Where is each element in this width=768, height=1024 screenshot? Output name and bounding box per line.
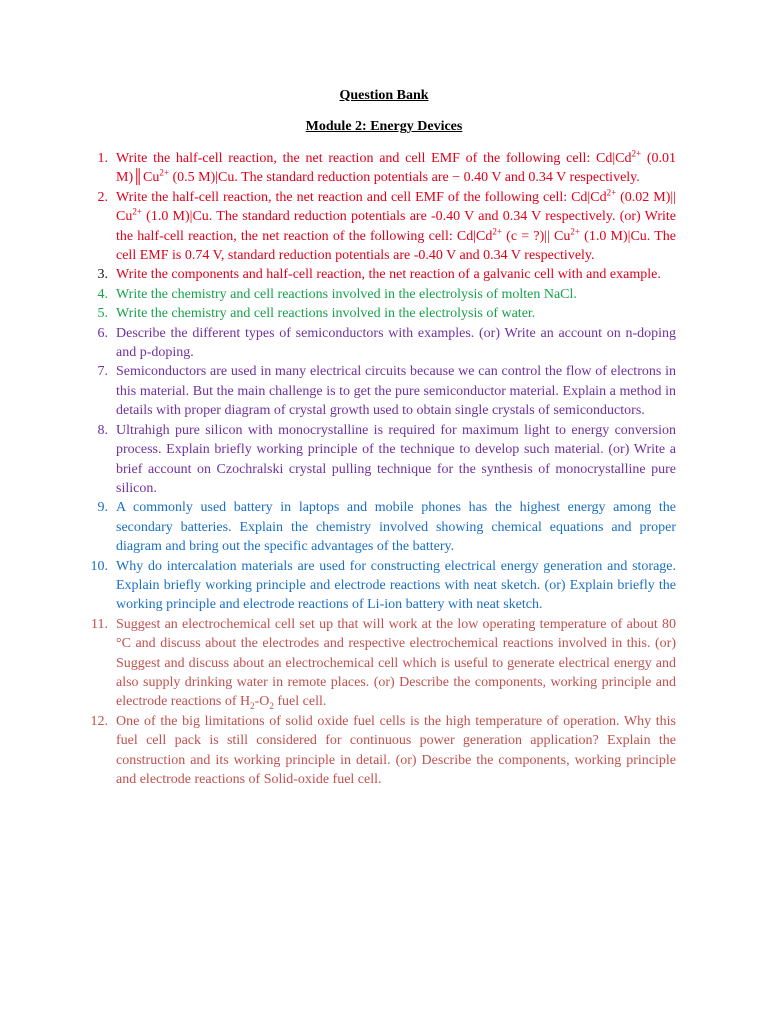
document-title: Question Bank xyxy=(339,88,429,103)
list-item xyxy=(84,188,676,266)
question-number: 3. xyxy=(97,267,108,283)
list-item xyxy=(84,362,676,420)
question-text: Write the half-cell reaction, the net reaction and cell EMF of the following cell: $Cd|Cd^{2+}$ (0.01 $M)║Cu^{2+}$ (0.5 M)|Cu. The standard reduction potentials are − 0.40 V and 0.34 V respectively. xyxy=(116,148,676,186)
question-text: Write the half-cell reaction, the net reaction and cell EMF of the following cell: $Cd|Cd^{2+}$ (0.02 M)|| $Cu^{2+}$ (1.0 M)|Cu. The standard reduction potentials are -0.40 V and 0.34 V respectively. (or) Write the half-cell reaction, the net reaction of the following cell: $Cd|Cd^{2+}$ (c = ?)|| $Cu^{2+}$ (1.0 M)|Cu. The cell EMF is 0.74 V, standard reduction potentials are -0.40 V and 0.34 V respectively. xyxy=(116,187,676,264)
list-item xyxy=(84,149,676,188)
question-text: Suggest an electrochemical cell set up that will work at the low operating temperature of about 80 °C and discuss about the electrodes and respective electrochemical reactions involved in this. (or) Suggest and discuss about an electrochemical cell which is useful to generate electrical energy and also supply drinking water in remote places. (or) Describe the components, working principle and electrode reactions of $H_2-O_2$ fuel cell. xyxy=(116,616,676,712)
question-text: One of the big limitations of solid oxide fuel cells is the high temperature of operation. Why this fuel cell pack is still considered for continuous power generation application? Explain the construction and its working principle in detail. (or) Describe the components, working principle and electrode reactions of Solid-oxide fuel cell. xyxy=(116,713,676,787)
question-number: 5. xyxy=(97,306,108,322)
question-number: 1. xyxy=(97,151,108,166)
list-item xyxy=(84,712,676,790)
question-text: Describe the different types of semiconductors with examples. (or) Write an account on n-doping and p-doping. xyxy=(116,325,676,361)
question-number: 8. xyxy=(97,422,108,438)
question-text: A commonly used battery in laptops and mobile phones has the highest energy among the secondary batteries. Explain the chemistry involved showing chemical equations and proper diagram and bring out the specific advantages of the battery. xyxy=(116,500,676,555)
list-item xyxy=(84,557,676,615)
list-item xyxy=(84,615,676,712)
question-number: 4. xyxy=(97,286,108,302)
list-item xyxy=(84,324,676,363)
list-item xyxy=(84,304,676,323)
question-list xyxy=(84,149,676,789)
question-number: 11. xyxy=(91,616,108,632)
question-text: Semiconductors are used in many electrical circuits because we can control the flow of electrons in this material. But the main challenge is to get the pure semiconductor material. Explain a method in details with proper diagram of crystal growth used to obtain single crystals of semiconductors. xyxy=(116,364,676,419)
list-item xyxy=(84,265,676,284)
question-number: 7. xyxy=(97,364,108,380)
question-number: 12. xyxy=(90,713,108,729)
question-number: 2. xyxy=(97,189,108,205)
list-item xyxy=(84,285,676,304)
question-number: 10. xyxy=(90,558,108,574)
list-item xyxy=(84,498,676,556)
question-text: Write the chemistry and cell reactions involved in the electrolysis of water. xyxy=(116,306,536,322)
question-text: Why do intercalation materials are used for constructing electrical energy generation and storage. Explain briefly working principle and electrode reactions with neat sketch. (or) Explain briefly the working principle and electrode reactions of Li-ion battery with neat sketch. xyxy=(116,558,676,613)
question-text: Ultrahigh pure silicon with monocrystalline is required for maximum light to energy conversion process. Explain briefly working principle of the technique to develop such material. (or) Write a brief account on Czochralski crystal pulling technique for the synthesis of monocrystalline pure silicon. xyxy=(116,422,676,496)
question-number: 6. xyxy=(97,325,108,341)
question-number: 9. xyxy=(97,500,108,516)
list-item xyxy=(84,421,676,499)
question-text: Write the components and half-cell reaction, the net reaction of a galvanic cell with and example. xyxy=(116,267,661,283)
question-text: Write the chemistry and cell reactions involved in the electrolysis of molten NaCl. xyxy=(116,286,577,302)
module-title: Module 2: Energy Devices xyxy=(305,119,463,134)
